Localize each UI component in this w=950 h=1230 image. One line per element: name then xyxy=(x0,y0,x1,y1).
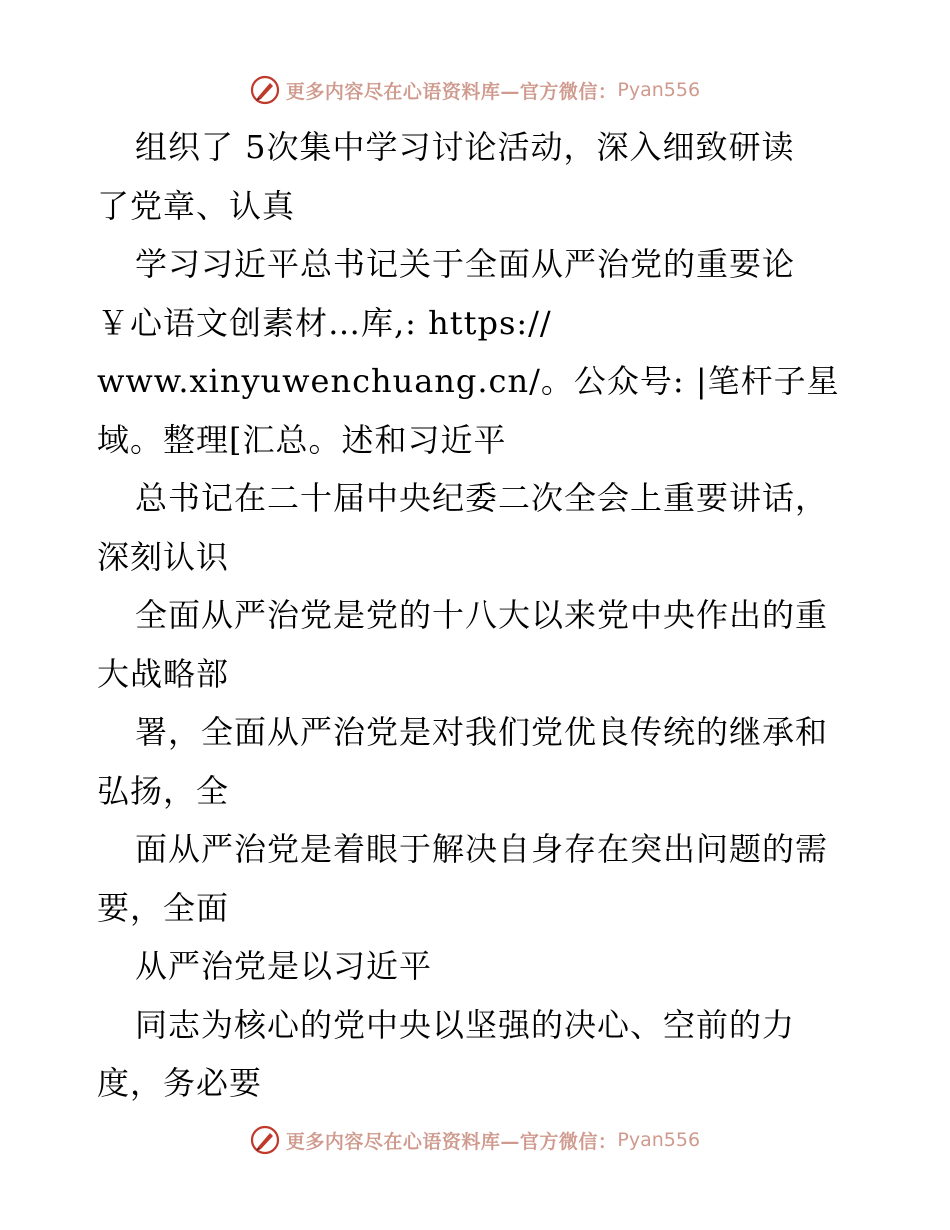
header-banner-text: 更多内容尽在心语资料库—官方微信： xyxy=(285,80,618,103)
text-line: 署，全面从严治党是对我们党优良传统的继承和 xyxy=(135,713,829,751)
document-body xyxy=(97,118,857,1113)
text-line: 大战略部 xyxy=(97,654,230,693)
text-line: 域。整理[汇总。述和习近平 xyxy=(97,420,507,459)
text-line: 同志为核心的党中央以坚强的决心、空前的力 xyxy=(135,1005,796,1044)
footer-banner xyxy=(0,1120,950,1160)
text-line: 面从严治党是着眼于解决自身存在突出问题的需 xyxy=(135,830,829,868)
footer-wechat-id: Pyan556 xyxy=(617,1129,701,1151)
text-line: 了党章、认真 xyxy=(97,186,296,225)
text-line: 全面从严治党是党的十八大以来党中央作出的重 xyxy=(135,596,829,634)
footer-banner-text: 更多内容尽在心语资料库—官方微信： xyxy=(285,1130,618,1153)
text-line: 深刻认识 xyxy=(97,537,230,576)
text-line: 总书记在二十届中央纪委二次全会上重要讲话， xyxy=(135,479,829,517)
pen-logo-icon xyxy=(250,1125,280,1155)
text-line: 从严治党是以习近平 xyxy=(135,947,433,985)
text-line: 弘扬，全 xyxy=(97,771,230,810)
pen-logo-icon xyxy=(250,75,280,105)
text-line: www.xinyuwenchuang.cn/。公众号: |笔杆子星 xyxy=(97,362,840,400)
text-line: 组织了 5次集中学习讨论活动，深入细致研读 xyxy=(135,128,795,166)
text-line: ￥心语文创素材…库,: https:// xyxy=(97,303,552,342)
text-line: 学习习近平总书记关于全面从严治党的重要论 xyxy=(135,245,796,283)
header-wechat-id: Pyan556 xyxy=(617,79,701,101)
text-line: 度，务必要 xyxy=(97,1064,263,1102)
header-banner xyxy=(0,70,950,110)
text-line: 要，全面 xyxy=(97,888,230,927)
